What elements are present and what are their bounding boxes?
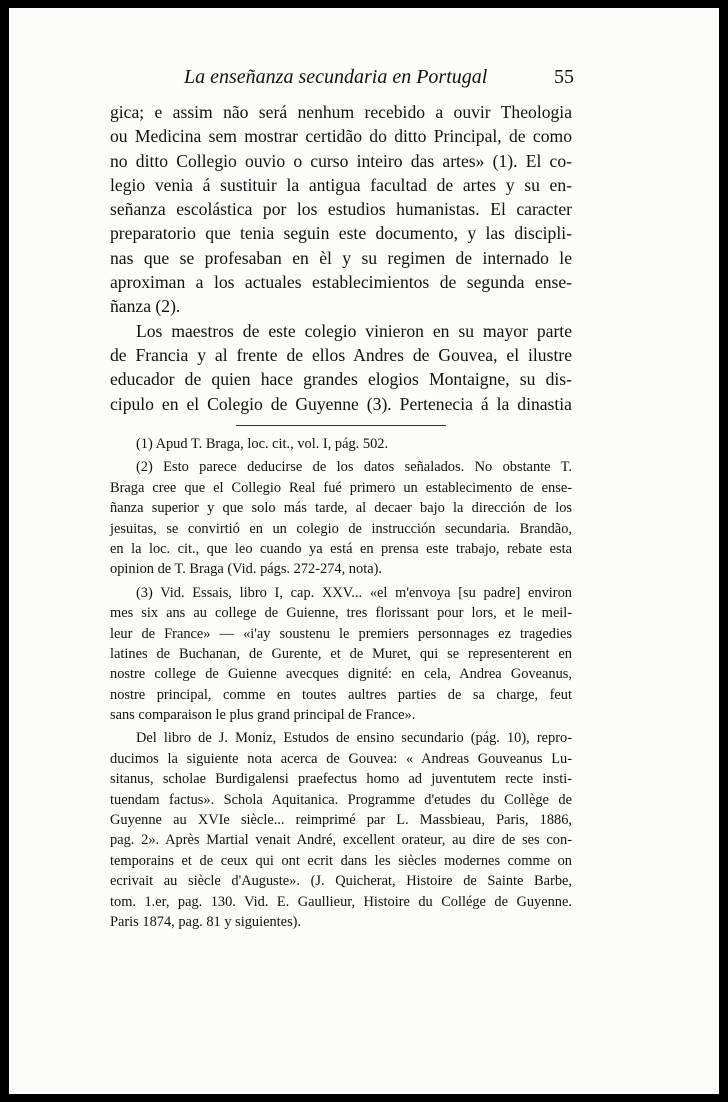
page-number: 55 <box>554 66 574 88</box>
running-title: La enseñanza secundaria en Portugal <box>184 66 488 88</box>
footnotes <box>110 434 572 932</box>
footnote-line: jesuitas, se convirtió en un colegio de instrucción secundaria. Brandão, <box>110 520 572 537</box>
body-line: legio venia á sustituir la antigua facultad de artes y su en- <box>110 174 572 195</box>
footnote-line: (2) Esto parece deducirse de los datos señalados. No obstante T. <box>136 459 572 476</box>
footnote-line: Paris 1874, pag. 81 y siguientes). <box>110 913 302 930</box>
footnote-line: Del libro de J. Moniz, Estudos de ensino secundario (pág. 10), repro- <box>136 730 572 747</box>
footnote-3 <box>110 583 572 726</box>
footnote-line: ecrivait au siècle d'Auguste». (J. Quicherat, Histoire de Sainte Barbe, <box>110 873 572 890</box>
footnote-line: latines de Buchanan, de Gurente, et de Muret, qui se representerent en <box>110 645 572 662</box>
footnote-3-continued <box>110 728 572 932</box>
body-line: aproximan a los actuales establecimientos de segunda ense- <box>110 272 572 293</box>
body-line: gica; e assim não será nenhum recebido a ouvir Theologia <box>110 102 572 122</box>
footnote-1 <box>110 434 572 454</box>
footnote-line: temporains et de ceux qui ont ecrit dans les siècles modernes comme on <box>110 852 572 869</box>
footnote-line: pag. 2». Après Martial venait André, excellent orateur, au dire de ses con- <box>110 832 572 849</box>
footnote-line: tuendam factus». Schola Aquitanica. Programme d'etudes du Collège de <box>110 791 572 808</box>
body-line: Los maestros de este colegio vinieron en su mayor parte <box>136 320 572 341</box>
body-line: de Francia y al frente de ellos Andres de Gouvea, el ilustre <box>110 344 572 365</box>
footnote-line: mes six ans au college de Guienne, tres florissant pour lors, et le meil- <box>110 605 572 622</box>
footnote-line: Guyenne au XVIe siècle... reimprimé par L. Massbieau, Paris, 1886, <box>110 812 572 829</box>
body-line: nas que se profesaban en èl y su regimen de internado le <box>110 247 572 268</box>
footnote-line: nostre college de Guienne avecques dignité: en cela, Andrea Goveanus, <box>110 666 572 683</box>
footnote-line: opinion de T. Braga (Vid. págs. 272-274, nota). <box>110 561 382 578</box>
footnote-2 <box>110 457 572 579</box>
body-line: señanza escolástica por los estudios humanistas. El caracter <box>110 199 572 220</box>
body-line: ou Medicina sem mostrar certidão do ditto Principal, de como <box>110 126 572 147</box>
footnote-line: (3) Vid. Essais, libro I, cap. XXV... «el m'envoya [su padre] environ <box>136 584 572 601</box>
body-line: educador de quien hace grandes elogios Montaigne, su dis- <box>110 369 572 390</box>
footnote-line: Braga cree que el Collegio Real fué primero un establecimento de ense- <box>110 479 572 496</box>
footnote-line: (1) Apud T. Braga, loc. cit., vol. I, pág. 502. <box>136 436 389 452</box>
footnote-line: ñanza superior y que solo más tarde, al decaer bajo la dirección de los <box>110 500 572 517</box>
footnote-divider <box>236 425 446 426</box>
footnote-line: tom. 1.er, pag. 130. Vid. E. Gaullieur, Histoire du Collége de Guyenne. <box>110 893 572 910</box>
footnote-line: leur de France» — «i'ay soustenu le premiers personnages ez tragedies <box>110 625 572 642</box>
main-text <box>110 100 572 416</box>
body-line: preparatorio que tenia seguin este documento, y las discipli- <box>110 223 572 244</box>
footnote-line: nostre principal, comme en toutes aultres parties de sa charge, feut <box>110 686 572 703</box>
footnote-line: sans comparaison le plus grand principal de France». <box>110 707 416 724</box>
body-line: no ditto Collegio ouvio o curso inteiro das artes» (1). El co- <box>110 150 572 171</box>
footnote-line: ducimos la siguiente nota acerca de Gouvea: « Andreas Gouveanus Lu- <box>110 750 572 767</box>
footnote-line: sitanus, scholae Burdigalensi praefectus homo ad juventutem recte insti- <box>110 771 572 788</box>
book-page <box>9 8 719 1094</box>
body-line: cipulo en el Colegio de Guyenne (3). Pertenecia á la dinastia <box>110 393 572 414</box>
body-line: ñanza (2). <box>110 296 181 317</box>
footnote-line: en la loc. cit., que leo cuando ya está en prensa este trabajo, rebate esta <box>110 540 572 557</box>
